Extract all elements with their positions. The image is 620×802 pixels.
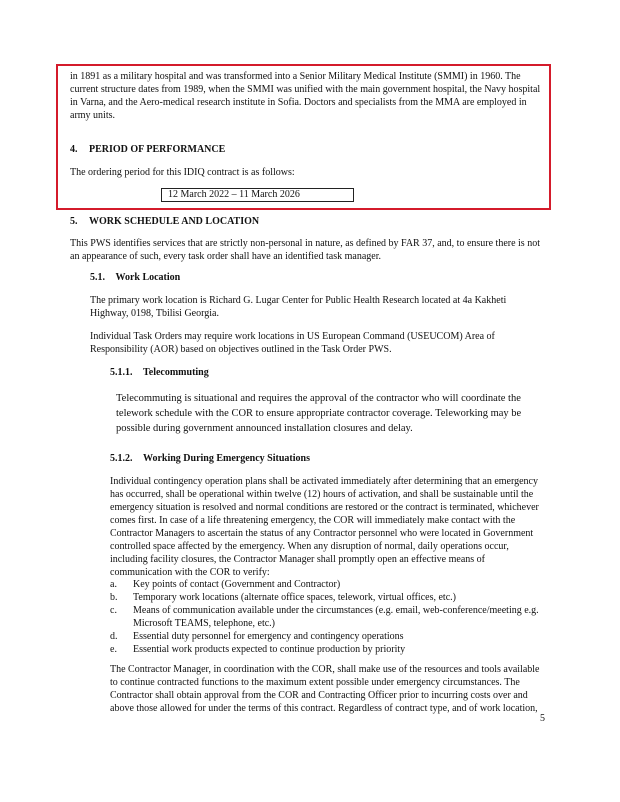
section-4-heading [70, 143, 225, 156]
section-5-1-1-title: Telecommuting [143, 367, 209, 378]
section-5-1-2-heading [110, 452, 310, 465]
section-5-1-1-heading [110, 366, 209, 379]
section-5-1-2-number: 5.1.2. [110, 453, 133, 464]
section-4-title: PERIOD OF PERFORMANCE [89, 144, 226, 155]
list-item-letter: b. [110, 592, 118, 603]
list-item-letter: e. [110, 644, 117, 655]
section-5-1-1-number: 5.1.1. [110, 367, 133, 378]
list-item-text: Key points of contact (Government and Contractor) [133, 579, 341, 590]
period-value: 12 March 2022 – 11 March 2026 [168, 189, 300, 200]
section-5-text: This PWS identifies services that are strictly non-personal in nature, as defined by FAR 37, and, to ensure there is not an appearance of such, every task order shall have an identified task manager. [70, 238, 540, 262]
section-5-heading [70, 215, 259, 228]
section-5-1-heading [90, 271, 180, 284]
list-item-letter: d. [110, 631, 118, 642]
section-5-number: 5. [70, 216, 78, 227]
list-item-letter: c. [110, 605, 117, 616]
verification-list [110, 578, 546, 656]
continued-paragraph: in 1891 as a military hospital and was transformed into a Senior Military Medical Institute (SMMI) in 1960. The current structure dates from 1989, when the SMMI was unified with the main government hospital, the Navy hospital in Varna, and the Aero-medical research institute in Sofia. Doctors and specialists from the MMA are employed in army units. [70, 71, 541, 121]
list-item [110, 643, 546, 656]
list-item-letter: a. [110, 579, 117, 590]
section-5-1-2-closing: The Contractor Manager, in coordination with the COR, shall make use of the resources and tools available to continue contracted functions to the maximum extent possible under emergency circumstances. The Contractor shall obtain approval from the COR and Contracting Officer prior to incurring costs over and above those allowed for under the terms of this contract. Regardless of contract type, and of work location, [110, 664, 540, 714]
list-item [110, 630, 546, 643]
list-item-text: Means of communication available under the circumstances (e.g. email, web-conference/meeting e.g. Microsoft TEAMS, telephone, etc.) [133, 605, 539, 629]
section-5-1-para-2: Individual Task Orders may require work locations in US European Command (USEUCOM) Area of Responsibility (AOR) based on objectives outlined in the Task Order PWS. [90, 331, 495, 355]
section-5-1-title: Work Location [115, 272, 181, 283]
page-number: 5 [540, 713, 545, 724]
section-5-1-2-text: Individual contingency operation plans shall be activated immediately after determining that an emergency has occurred, shall be operational within twelve (12) hours of activation, and shall be sustainable until the emergency situation is resolved and normal conditions are restored or the contract is terminated, whichever comes first. In case of a life threatening emergency, the COR will immediately make contact with the Contractor Managers to ascertain the status of any Contractor personnel who were located in Government controlled space affected by the emergency. When any disruption of normal, daily operations occur, including facility closures, the Contractor Manager shall promptly open an effective means of communication with the COR to verify: [110, 476, 539, 578]
list-item [110, 578, 546, 591]
list-item-text: Essential duty personnel for emergency and contingency operations [133, 631, 404, 642]
section-5-title: WORK SCHEDULE AND LOCATION [89, 216, 260, 227]
period-box [161, 188, 354, 202]
section-4-text: The ordering period for this IDIQ contract is as follows: [70, 167, 295, 178]
section-5-1-1-text: Telecommuting is situational and requires the approval of the contractor who will coordinate the telework schedule with the COR to ensure appropriate contractor coverage. Teleworking may be possible during government announced installation closures and delay. [116, 393, 522, 434]
list-item [110, 591, 546, 604]
section-5-1-number: 5.1. [90, 272, 105, 283]
section-5-1-para-1: The primary work location is Richard G. Lugar Center for Public Health Research located at 4a Kakheti Highway, 0198, Tbilisi Georgia. [90, 295, 507, 319]
list-item [110, 604, 546, 630]
section-4-number: 4. [70, 144, 78, 155]
section-5-1-2-title: Working During Emergency Situations [143, 453, 310, 464]
list-item-text: Temporary work locations (alternate office spaces, telework, virtual offices, etc.) [133, 592, 456, 603]
list-item-text: Essential work products expected to continue production by priority [133, 644, 406, 655]
